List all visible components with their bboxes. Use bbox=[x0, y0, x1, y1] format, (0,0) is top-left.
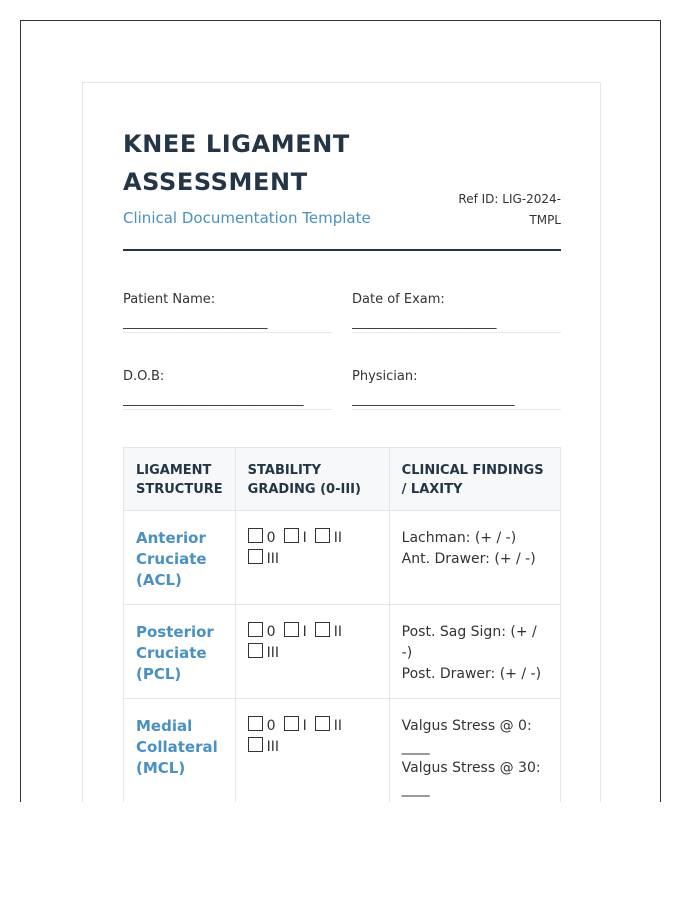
checkbox-grade-2[interactable] bbox=[315, 528, 330, 543]
table-row bbox=[124, 511, 561, 605]
grade-label: I bbox=[302, 718, 307, 734]
grade-label: II bbox=[333, 530, 342, 546]
date-of-exam-line[interactable]: ________________________ bbox=[352, 315, 496, 330]
checkbox-grade-2[interactable] bbox=[315, 716, 330, 731]
dob-label: D.O.B: bbox=[123, 369, 165, 384]
finding-text: Valgus Stress @ 0: ____ bbox=[401, 718, 532, 755]
checkbox-grade-0[interactable] bbox=[248, 528, 263, 543]
grade-label: I bbox=[302, 624, 307, 640]
grade-label: 0 bbox=[266, 624, 276, 640]
column-header-findings: CLINICAL FINDINGS / LAXITY bbox=[389, 448, 560, 511]
column-header-ligament: LIGAMENT STRUCTURE bbox=[124, 448, 236, 511]
form-title: KNEE LIGAMENT ASSESSMENT bbox=[123, 130, 350, 196]
finding-text: Valgus Stress @ 30: ____ bbox=[401, 760, 541, 797]
grade-label: III bbox=[266, 551, 280, 567]
date-of-exam-field[interactable] bbox=[352, 292, 561, 333]
reference-id: Ref ID: LIG-2024-TMPL bbox=[458, 192, 561, 227]
dob-field[interactable] bbox=[123, 369, 332, 410]
grade-label: III bbox=[266, 645, 280, 661]
finding-text: Lachman: (+ / -) bbox=[401, 530, 517, 546]
ligament-name: Anterior Cruciate (ACL) bbox=[124, 511, 236, 605]
grade-label: 0 bbox=[266, 530, 276, 546]
assessment-form bbox=[82, 82, 601, 802]
checkbox-grade-2[interactable] bbox=[315, 622, 330, 637]
checkbox-grade-1[interactable] bbox=[284, 528, 299, 543]
grade-option bbox=[248, 622, 276, 643]
grade-option bbox=[315, 528, 342, 549]
grade-options bbox=[235, 605, 389, 699]
column-header-grading: STABILITY GRADING (0-III) bbox=[235, 448, 389, 511]
grade-option bbox=[284, 622, 307, 643]
grade-option bbox=[248, 737, 279, 758]
patient-name-line[interactable]: ________________________ bbox=[123, 315, 267, 330]
page-frame bbox=[20, 20, 661, 802]
patient-name-label: Patient Name: bbox=[123, 292, 216, 307]
table-row bbox=[124, 699, 561, 803]
dob-line[interactable]: ______________________________ bbox=[123, 392, 303, 407]
checkbox-grade-0[interactable] bbox=[248, 716, 263, 731]
grade-label: II bbox=[333, 624, 342, 640]
table-header-row bbox=[124, 448, 561, 511]
finding-text: Post. Sag Sign: (+ / -) bbox=[401, 624, 537, 661]
grade-label: III bbox=[266, 739, 280, 755]
grade-options bbox=[235, 511, 389, 605]
clinical-findings bbox=[389, 605, 560, 699]
physician-field[interactable] bbox=[352, 369, 561, 410]
checkbox-grade-1[interactable] bbox=[284, 716, 299, 731]
checkbox-grade-3[interactable] bbox=[248, 737, 263, 752]
ligament-table bbox=[123, 447, 561, 802]
ligament-name: Medial Collateral (MCL) bbox=[124, 699, 236, 803]
grade-option bbox=[315, 622, 342, 643]
table-row bbox=[124, 605, 561, 699]
checkbox-grade-1[interactable] bbox=[284, 622, 299, 637]
finding-text: Post. Drawer: (+ / -) bbox=[401, 666, 542, 682]
grade-option bbox=[284, 716, 307, 737]
header-divider bbox=[123, 249, 561, 251]
clinical-findings bbox=[389, 511, 560, 605]
grade-label: 0 bbox=[266, 718, 276, 734]
physician-line[interactable]: ___________________________ bbox=[352, 392, 514, 407]
grade-option bbox=[284, 528, 307, 549]
grade-option bbox=[248, 549, 279, 570]
grade-option bbox=[315, 716, 342, 737]
grade-option bbox=[248, 643, 279, 664]
ligament-name: Posterior Cruciate (PCL) bbox=[124, 605, 236, 699]
grade-option bbox=[248, 528, 276, 549]
grade-label: I bbox=[302, 530, 307, 546]
checkbox-grade-3[interactable] bbox=[248, 643, 263, 658]
form-subtitle: Clinical Documentation Template bbox=[123, 209, 371, 227]
patient-name-field[interactable] bbox=[123, 292, 332, 333]
checkbox-grade-3[interactable] bbox=[248, 549, 263, 564]
grade-label: II bbox=[333, 718, 342, 734]
checkbox-grade-0[interactable] bbox=[248, 622, 263, 637]
grade-options bbox=[235, 699, 389, 803]
date-of-exam-label: Date of Exam: bbox=[352, 292, 445, 307]
finding-text: Ant. Drawer: (+ / -) bbox=[401, 551, 536, 567]
physician-label: Physician: bbox=[352, 369, 418, 384]
grade-option bbox=[248, 716, 276, 737]
clinical-findings bbox=[389, 699, 560, 803]
